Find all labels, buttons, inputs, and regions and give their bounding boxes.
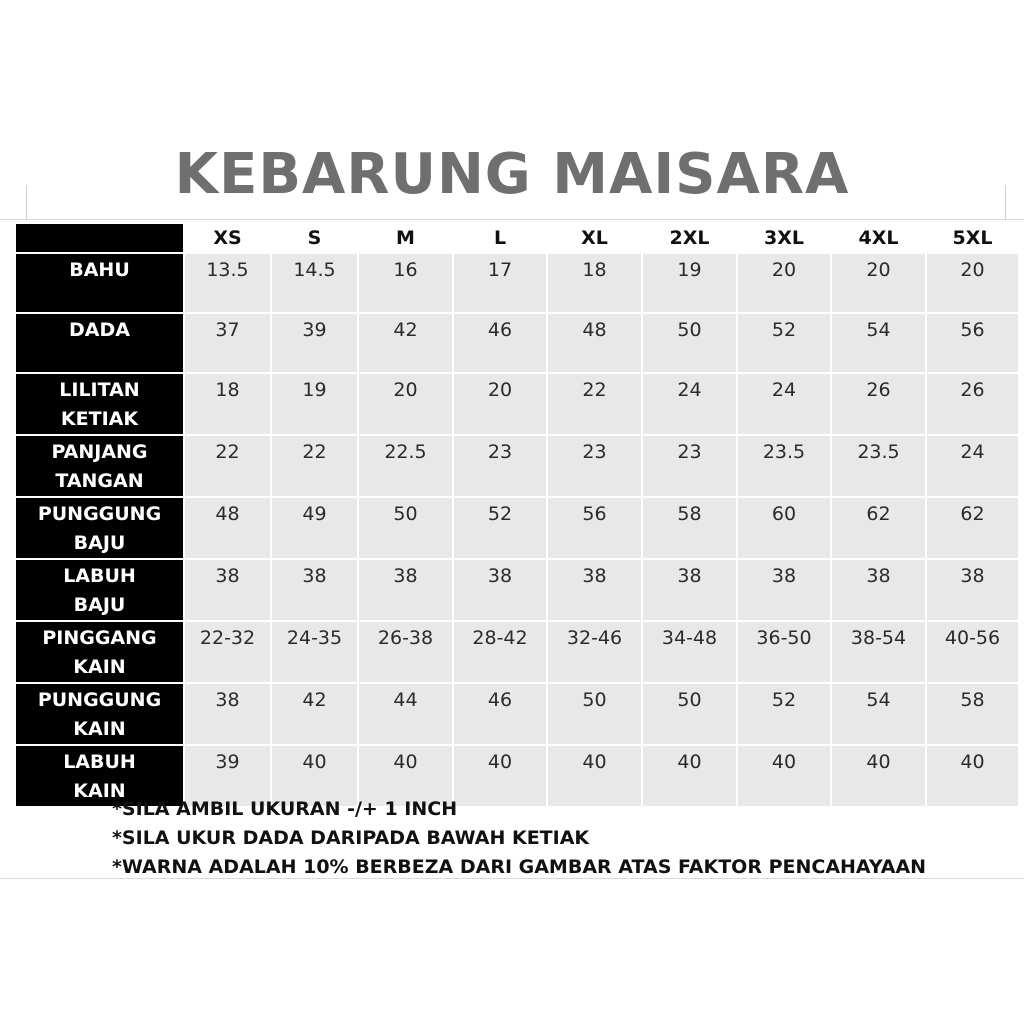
measurement-value: 38 [358,559,453,621]
size-chart-body [15,253,1019,807]
measurement-value: 39 [184,745,271,807]
measurement-value: 14.5 [271,253,358,313]
size-header-m: M [358,223,453,253]
measurement-value: 48 [547,313,642,373]
measurement-value: 22-32 [184,621,271,683]
measurement-value: 32-46 [547,621,642,683]
notes [112,795,926,882]
measurement-value: 54 [831,313,926,373]
header-corner-cell [15,223,184,253]
size-header-3xl: 3XL [737,223,831,253]
measurement-value: 42 [358,313,453,373]
measurement-value: 60 [737,497,831,559]
measurement-label: PANJANG TANGAN [15,435,184,497]
measurement-label: LILITAN KETIAK [15,373,184,435]
measurement-label: PUNGGUNG KAIN [15,683,184,745]
measurement-value: 50 [358,497,453,559]
measurement-label: LABUH BAJU [15,559,184,621]
measurement-value: 56 [547,497,642,559]
measurement-value: 58 [642,497,737,559]
measurement-value: 28-42 [453,621,547,683]
size-header-xl: XL [547,223,642,253]
measurement-value: 40 [642,745,737,807]
measurement-value: 24 [737,373,831,435]
measurement-value: 20 [926,253,1019,313]
measurement-label: BAHU [15,253,184,313]
measurement-value: 40 [831,745,926,807]
measurement-value: 23 [547,435,642,497]
measurement-value: 46 [453,313,547,373]
table-row [15,435,1019,497]
measurement-value: 22 [271,435,358,497]
table-row [15,313,1019,373]
measurement-value: 38 [737,559,831,621]
measurement-value: 48 [184,497,271,559]
measurement-value: 38 [271,559,358,621]
measurement-value: 58 [926,683,1019,745]
measurement-value: 16 [358,253,453,313]
measurement-value: 23 [453,435,547,497]
measurement-value: 13.5 [184,253,271,313]
size-header-5xl: 5XL [926,223,1019,253]
note-item: *WARNA ADALAH 10% BERBEZA DARI GAMBAR ATAS FAKTOR PENCAHAYAAN [112,856,927,878]
measurement-value: 54 [831,683,926,745]
measurement-value: 34-48 [642,621,737,683]
measurement-value: 49 [271,497,358,559]
measurement-value: 52 [737,683,831,745]
measurement-value: 36-50 [737,621,831,683]
measurement-label: PINGGANG KAIN [15,621,184,683]
measurement-value: 19 [271,373,358,435]
measurement-value: 20 [453,373,547,435]
measurement-value: 40 [547,745,642,807]
measurement-value: 18 [547,253,642,313]
measurement-value: 26-38 [358,621,453,683]
size-chart-table [14,222,1020,808]
measurement-value: 22.5 [358,435,453,497]
size-header-row [15,223,1019,253]
size-header-xs: XS [184,223,271,253]
measurement-value: 38-54 [831,621,926,683]
measurement-value: 20 [831,253,926,313]
measurement-value: 24-35 [271,621,358,683]
measurement-value: 40 [271,745,358,807]
table-row [15,373,1019,435]
measurement-value: 26 [831,373,926,435]
measurement-value: 50 [642,313,737,373]
page-title: KEBARUNG MAISARA [174,142,850,207]
measurement-label: PUNGGUNG BAJU [15,497,184,559]
measurement-value: 38 [831,559,926,621]
measurement-value: 18 [184,373,271,435]
measurement-value: 22 [547,373,642,435]
measurement-value: 37 [184,313,271,373]
measurement-value: 38 [547,559,642,621]
measurement-value: 20 [737,253,831,313]
measurement-value: 50 [547,683,642,745]
measurement-value: 38 [453,559,547,621]
measurement-value: 24 [926,435,1019,497]
measurement-value: 40 [926,745,1019,807]
measurement-value: 23 [642,435,737,497]
measurement-value: 23.5 [737,435,831,497]
measurement-value: 40-56 [926,621,1019,683]
note-item: *SILA UKUR DADA DARIPADA BAWAH KETIAK [112,827,590,849]
measurement-value: 40 [453,745,547,807]
measurement-value: 24 [642,373,737,435]
measurement-value: 42 [271,683,358,745]
measurement-value: 40 [358,745,453,807]
measurement-value: 26 [926,373,1019,435]
measurement-value: 44 [358,683,453,745]
measurement-label: LABUH KAIN [15,745,184,807]
measurement-value: 62 [831,497,926,559]
measurement-value: 38 [184,559,271,621]
measurement-value: 38 [184,683,271,745]
size-header-4xl: 4XL [831,223,926,253]
measurement-value: 39 [271,313,358,373]
table-row [15,497,1019,559]
measurement-value: 19 [642,253,737,313]
measurement-value: 56 [926,313,1019,373]
table-row [15,559,1019,621]
size-header-s: S [271,223,358,253]
measurement-value: 40 [737,745,831,807]
size-header-l: L [453,223,547,253]
measurement-value: 46 [453,683,547,745]
note-item: *SILA AMBIL UKURAN -/+ 1 INCH [112,798,458,820]
measurement-label: DADA [15,313,184,373]
measurement-value: 23.5 [831,435,926,497]
table-row [15,683,1019,745]
measurement-value: 22 [184,435,271,497]
measurement-value: 17 [453,253,547,313]
table-row [15,253,1019,313]
measurement-value: 52 [737,313,831,373]
measurement-value: 38 [926,559,1019,621]
size-header-2xl: 2XL [642,223,737,253]
top-divider [0,219,1024,220]
measurement-value: 50 [642,683,737,745]
measurement-value: 20 [358,373,453,435]
measurement-value: 62 [926,497,1019,559]
measurement-value: 52 [453,497,547,559]
measurement-value: 38 [642,559,737,621]
table-row [15,621,1019,683]
